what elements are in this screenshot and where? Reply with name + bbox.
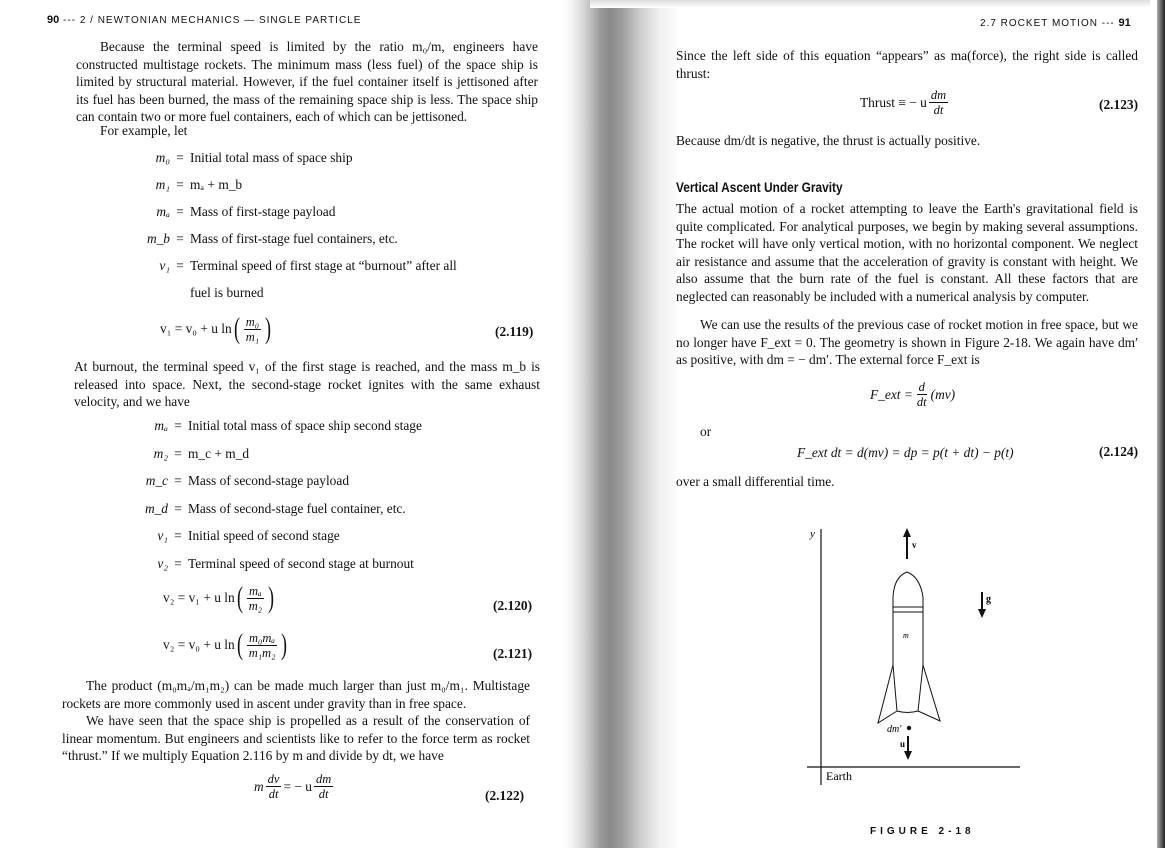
equation-lhs: v₂ = v₁ + u ln <box>163 590 235 605</box>
figure-caption: FIGURE 2-18 <box>870 826 975 837</box>
definition-symbol: m₀ <box>155 150 170 165</box>
equation-2-123 <box>860 88 950 117</box>
section-title: 2.7 ROCKET MOTION <box>980 18 1098 29</box>
paragraph: Since the left side of this equation “appears” as ma(force), the right side is called thrust: <box>676 48 1138 81</box>
exhaust-particle-dot <box>907 726 911 730</box>
exhaust-velocity-arrow-icon <box>904 736 912 760</box>
denominator: dt <box>933 103 944 117</box>
equation-number: (2.119) <box>495 324 534 339</box>
definition-text: Mass of second-stage fuel container, etc. <box>188 500 406 516</box>
definition-row <box>136 204 335 220</box>
definition-row <box>134 473 349 489</box>
definition-symbol: v₁ <box>159 258 170 273</box>
denominator: dt <box>916 395 927 409</box>
equals-sign: = <box>174 445 182 461</box>
running-head-right <box>980 17 1131 29</box>
equals-sign: = <box>176 204 184 219</box>
definition-row <box>134 446 249 462</box>
equals-sign: = <box>176 231 184 246</box>
equation-number: (2.120) <box>493 598 533 613</box>
gravity-label: g <box>986 594 991 605</box>
equation-number: (2.124) <box>1099 444 1139 459</box>
equation-2-121: v₂ = v₀ + u ln ( $\frac{\text{m₀mₐ}}{\text{m₁m₂}}$ ) <box>163 628 288 661</box>
definition-symbol: mₐ <box>156 204 170 219</box>
equation-2-119: v₁ = v₀ + u ln ( $\frac{\text{m₀}}{\text{m₁}}$ ) <box>160 312 272 345</box>
definition-row <box>136 258 457 274</box>
equation-mid: = − u <box>283 778 312 794</box>
definition-symbol: m_d <box>144 500 168 516</box>
definition-symbol: m_b <box>146 231 170 246</box>
equation-number: (2.122) <box>485 788 525 803</box>
definition-text: Initial total mass of space ship second stage <box>188 418 422 433</box>
paragraph: The actual motion of a rocket attempting to leave the Earth's gravitational field is quite complicated. For analytical purposes, we begin by making several assumptions. The rocket will have only vertical motion, with no horizontal component. We neglect air resistance and assume that the acceleration of gravity is constant with height. We also assume that the burn rate of the fuel is constant. All these factors that are neglected can reasonably be included with a numerical analysis by computer. <box>676 201 1138 304</box>
definition-symbol: mₐ <box>154 418 168 433</box>
exhaust-mass-label: dm′ <box>887 724 902 735</box>
definition-text: fuel is burned <box>190 285 264 300</box>
running-head-left <box>47 14 361 26</box>
numerator: d <box>918 380 925 394</box>
equation-2-124 <box>797 445 1014 461</box>
separator: --- <box>1101 18 1115 29</box>
definition-text: Terminal speed of second stage at burnout <box>188 555 414 571</box>
gravity-arrow-icon <box>978 592 986 618</box>
definition-text: Initial total mass of space ship <box>190 150 353 165</box>
numerator: m₀mₐ <box>249 630 276 645</box>
definition-symbol: m₁ <box>155 177 170 192</box>
figure-2-18 <box>790 515 1050 835</box>
definition-symbol: v₂ <box>157 555 168 571</box>
equation-rhs: (mv) <box>930 386 956 402</box>
definition-text: Initial speed of second stage <box>188 528 340 543</box>
equation-fext <box>870 380 955 409</box>
mass-symbol: m <box>254 778 264 794</box>
rocket-icon <box>878 572 940 723</box>
definition-row <box>136 177 242 193</box>
equals-sign: = <box>176 150 184 165</box>
equals-sign: = <box>176 258 184 273</box>
denominator: m₁m₂ <box>248 645 276 660</box>
right-page <box>590 0 1165 848</box>
equals-sign: = <box>174 500 182 516</box>
definition-row <box>134 556 414 572</box>
section-heading: Vertical Ascent Under Gravity <box>676 180 843 195</box>
paragraph: Because dm/dt is negative, the thrust is actually positive. <box>676 133 981 148</box>
definition-row <box>134 501 406 517</box>
exhaust-velocity-label: u <box>900 739 906 749</box>
paragraph: We can use the results of the previous case of rocket motion in free space, but we no longer have F_ext = 0. The geometry is shown in Figure 2-18. We again have dm′ as positive, with dm = − dm′. The external force F_ext is <box>676 317 1138 367</box>
denominator: dt <box>318 787 329 801</box>
definition-row <box>136 231 398 247</box>
equation-2-122 <box>254 772 335 801</box>
definition-symbol: m₂ <box>153 445 168 461</box>
equation-lhs: v₁ = v₀ + u ln <box>160 321 232 336</box>
equation-2-120: v₂ = v₁ + u ln ( $\frac{\text{mₐ}}{\text{m₂}}$ ) <box>163 581 275 614</box>
denominator: m₁ <box>245 329 260 344</box>
definition-text: m_c + m_d <box>188 445 250 461</box>
numerator: dm <box>930 88 947 102</box>
separator: --- <box>63 15 77 26</box>
y-axis-label: y <box>810 528 815 540</box>
definition-row <box>136 150 353 166</box>
denominator: dt <box>268 787 279 801</box>
definition-symbol: m_c <box>145 473 168 488</box>
definition-row <box>134 528 340 544</box>
conjunction: or <box>700 424 712 439</box>
velocity-label: v <box>912 540 917 550</box>
book-edge-shadow <box>1157 0 1165 848</box>
equals-sign: = <box>174 528 182 543</box>
numerator: dm <box>315 772 332 786</box>
paragraph: We have seen that the space ship is propelled as a result of the conservation of linear momentum. But engineers and scientists like to refer to the force term as rocket “thrust.” If we multiply Equation 2.116 by m and divide by dt, we have <box>62 713 530 763</box>
equation-number: (2.121) <box>493 646 533 661</box>
paragraph: Because the terminal speed is limited by the ratio m₀/m, engineers have constructed multistage rockets. The minimum mass (less fuel) of the space ship is limited by structural material. However, if the fuel container itself is jettisoned after its fuel has been burned, the mass of the remaining space ship is less. The space ship can contain two or more fuel containers, each of which can be jettisoned. <box>76 39 538 124</box>
mass-label: m <box>903 631 909 640</box>
paragraph: For example, let <box>100 123 188 138</box>
equation-lhs: Thrust ≡ − u <box>860 94 927 110</box>
ground-label: Earth <box>826 769 852 783</box>
denominator: m₂ <box>248 598 263 613</box>
definition-text: Terminal speed of first stage at “burnout” after all <box>190 258 457 273</box>
page-number: 90 <box>47 14 60 26</box>
numerator: mₐ <box>249 583 262 598</box>
paragraph: over a small differential time. <box>676 474 835 489</box>
equals-sign: = <box>174 473 182 488</box>
equals-sign: = <box>176 177 184 192</box>
equation-number: (2.123) <box>1099 97 1139 112</box>
definition-text: Mass of first-stage payload <box>190 204 336 219</box>
velocity-arrow-icon <box>903 528 911 559</box>
definition-row <box>134 418 422 434</box>
paragraph: The product (m₀mₐ/m₁m₂) can be made much larger than just m₀/m₁. Multistage rockets are more commonly used in ascent under gravity than in free space. <box>62 678 530 711</box>
paragraph: At burnout, the terminal speed v₁ of the first stage is reached, and the mass m_b is released into space. Next, the second-stage rocket ignites with the same exhaust velocity, and we have <box>74 359 540 409</box>
chapter-title: 2 / NEWTONIAN MECHANICS — SINGLE PARTICLE <box>79 15 362 26</box>
definition-text: Mass of first-stage fuel containers, etc. <box>190 231 398 246</box>
equation-text: F_ext dt = d(mv) = dp = p(t + dt) − p(t) <box>797 445 1014 460</box>
page-number: 91 <box>1118 17 1131 29</box>
definition-text: Mass of second-stage payload <box>188 473 350 488</box>
equals-sign: = <box>174 418 182 433</box>
equation-lhs: F_ext = <box>870 386 913 402</box>
definition-row <box>136 285 264 301</box>
equation-lhs: v₂ = v₀ + u ln <box>163 637 235 652</box>
definition-symbol: v₁ <box>157 528 168 543</box>
numerator: m₀ <box>245 314 260 329</box>
definition-text: mₐ + m_b <box>190 177 243 192</box>
numerator: dv <box>267 772 280 786</box>
equals-sign: = <box>174 555 182 571</box>
